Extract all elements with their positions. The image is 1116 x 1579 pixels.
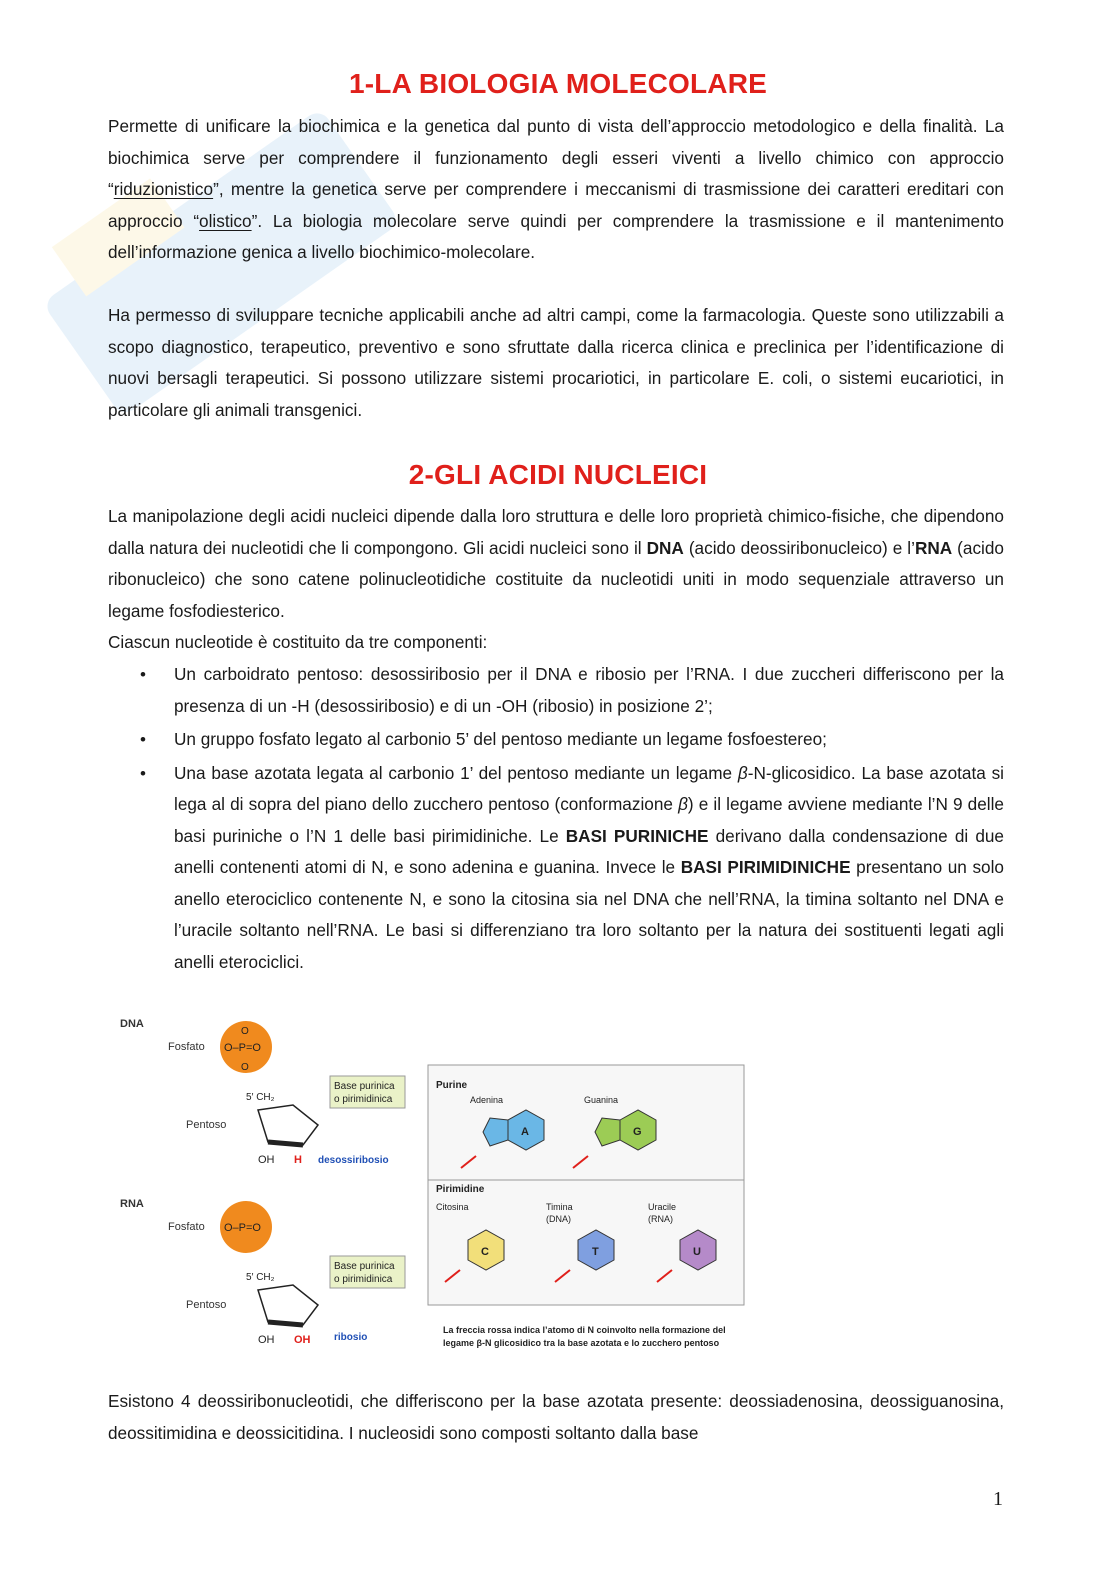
term-riduzionistico: riduzionistico (113, 179, 214, 199)
guanina-letter: G (633, 1126, 642, 1138)
term-dna: DNA (646, 537, 684, 558)
uracile-letter: U (693, 1246, 701, 1258)
components-list (108, 659, 1004, 980)
svg-text:O: O (241, 1026, 249, 1037)
phosphate-formula: O–P=O (224, 1042, 261, 1054)
purine-label: Purine (436, 1080, 468, 1091)
fosfato-label: Fosfato (168, 1041, 205, 1053)
citosina-label: Citosina (436, 1202, 469, 1212)
paragraph-applications: Ha permesso di sviluppare tecniche applicabili anche ad altri campi, come la farmacologia. Queste sono utilizzabili a scopo diagnostico, terapeutico, preventivo e sono sfruttate dalla ricerca clinica e preclinica per l’identificazione di nuovi bersagli terapeutici. Si possono utilizzare sistemi procariotici, in particolare E. coli, o sistemi eucariotici, in particolare gli animali transgenici. (108, 305, 1004, 420)
page-number: 1 (993, 1488, 1003, 1510)
base-box-line1: Base purinica (334, 1081, 395, 1092)
paragraph-intro: Permette di unificare la biochimica e la genetica dal punto di vista dell’approccio metodologico e della finalità. La biochimica serve per comprendere il funzionamento degli esseri viventi a livello chimico con approccio “riduzionistico”, mentre la genetica serve per comprendere i meccanismi di trasmissione dei caratteri ereditari con approccio “olistico”. La biologia molecolare serve quindi per comprendere la trasmissione e il mantenimento dell’informazione genica a livello biochimico-molecolare. (108, 116, 1004, 262)
pirimidine-label: Pirimidine (436, 1184, 485, 1195)
svg-text:O: O (241, 1062, 249, 1073)
pentoso-label-rna: Pentoso (186, 1299, 227, 1311)
svg-text:o pirimidinica: o pirimidinica (334, 1274, 393, 1285)
citosina-letter: C (481, 1246, 489, 1258)
timina-letter: T (592, 1246, 599, 1258)
section-title-2: 2-GLI ACIDI NUCLEICI (408, 459, 708, 490)
figure-caption-line2: legame β-N glicosidico tra la base azotata e lo zucchero pentoso (443, 1338, 720, 1348)
list-item: • Un carboidrato pentoso: desossiribosio per il DNA e ribosio per l’RNA. I due zuccheri differiscono per la presenza di un -H (desossiribosio) e di un -OH (ribosio) in posizione 2’; (108, 659, 1004, 722)
svg-text:5′ CH₂: 5′ CH₂ (246, 1272, 275, 1283)
uracile-label: Uracile (648, 1202, 677, 1212)
desossiribosio-label: desossiribosio (318, 1155, 389, 1166)
list-item: • Una base azotata legata al carbonio 1’ del pentoso mediante un legame β-N-glicosidico. La base azotata si lega al di sopra del piano dello zucchero pentoso (conformazione β) e il legame avviene mediante l’N 9 delle basi puriniche o l’N 1 delle basi pirimidiniche. Le BASI PURINICHE derivano dalla condensazione di due anelli contenenti atomi di N, e sono adenina e guanina. Invece le BASI PIRIMIDINICHE presentano un solo anello eterociclico contenente N, e sono la citosina sia nel DNA che nell’RNA, la timina soltanto nel DNA e l’uracile soltanto nell’RNA. Le basi si differenziano tra loro soltanto per la natura dei sostituenti legati agli anelli eterociclici. (108, 758, 1004, 979)
paragraph-deoxyribonucleotides: Esistono 4 deossiribonucleotidi, che differiscono per la base azotata presente: deossiadenosina, deossiguanosina, deossitimidina e deossicitidina. I nucleosidi sono composti soltanto dalla base (108, 1391, 1004, 1443)
fosfato-label-rna: Fosfato (168, 1221, 205, 1233)
paragraph-components-intro: Ciascun nucleotide è costituito da tre componenti: (108, 632, 488, 652)
nucleotide-figure (108, 1010, 758, 1360)
oh-red: OH (294, 1334, 311, 1346)
pentoso-label: Pentoso (186, 1119, 227, 1131)
pentose-ring-rna (258, 1285, 318, 1325)
timina-label: Timina (546, 1202, 573, 1212)
term-olistico: olistico (199, 210, 252, 231)
pentose-ring-dna (258, 1105, 318, 1145)
adenina-letter: A (521, 1126, 529, 1138)
svg-text:Base purinica: Base purinica (334, 1261, 395, 1272)
timina-sub: (DNA) (546, 1214, 571, 1224)
dna-label: DNA (120, 1018, 144, 1030)
adenina-label: Adenina (470, 1095, 504, 1105)
section-title-1: 1-LA BIOLOGIA MOLECOLARE (348, 68, 768, 99)
svg-text:O–P=O: O–P=O (224, 1222, 261, 1234)
paragraph-nucleic-acids: La manipolazione degli acidi nucleici dipende dalla loro struttura e delle loro proprietà chimico-fisiche, che dipendono dalla natura dei nucleotidi che li compongono. Gli acidi nucleici sono il DNA (acido deossiribonucleico) e l’RNA (acido ribonucleico) che sono catene polinucleotidiche costituite da nucleotidi uniti in modo sequenziale attraverso un legame fosfodiesterico. (108, 506, 1004, 621)
h-red: H (294, 1154, 302, 1166)
rna-label: RNA (120, 1198, 144, 1210)
svg-text:OH: OH (258, 1154, 275, 1166)
guanina-label: Guanina (584, 1095, 619, 1105)
uracile-sub: (RNA) (648, 1214, 673, 1224)
ribosio-label: ribosio (334, 1332, 368, 1343)
list-item: • Un gruppo fosfato legato al carbonio 5’ del pentoso mediante un legame fosfoestereo; (108, 724, 1004, 756)
term-rna: RNA (914, 537, 953, 558)
base-box-line2: o pirimidinica (334, 1094, 393, 1105)
svg-text:5′ CH₂: 5′ CH₂ (246, 1092, 275, 1103)
svg-text:OH: OH (258, 1334, 275, 1346)
figure-caption-line1: La freccia rossa indica l’atomo di N coinvolto nella formazione del (443, 1325, 726, 1335)
